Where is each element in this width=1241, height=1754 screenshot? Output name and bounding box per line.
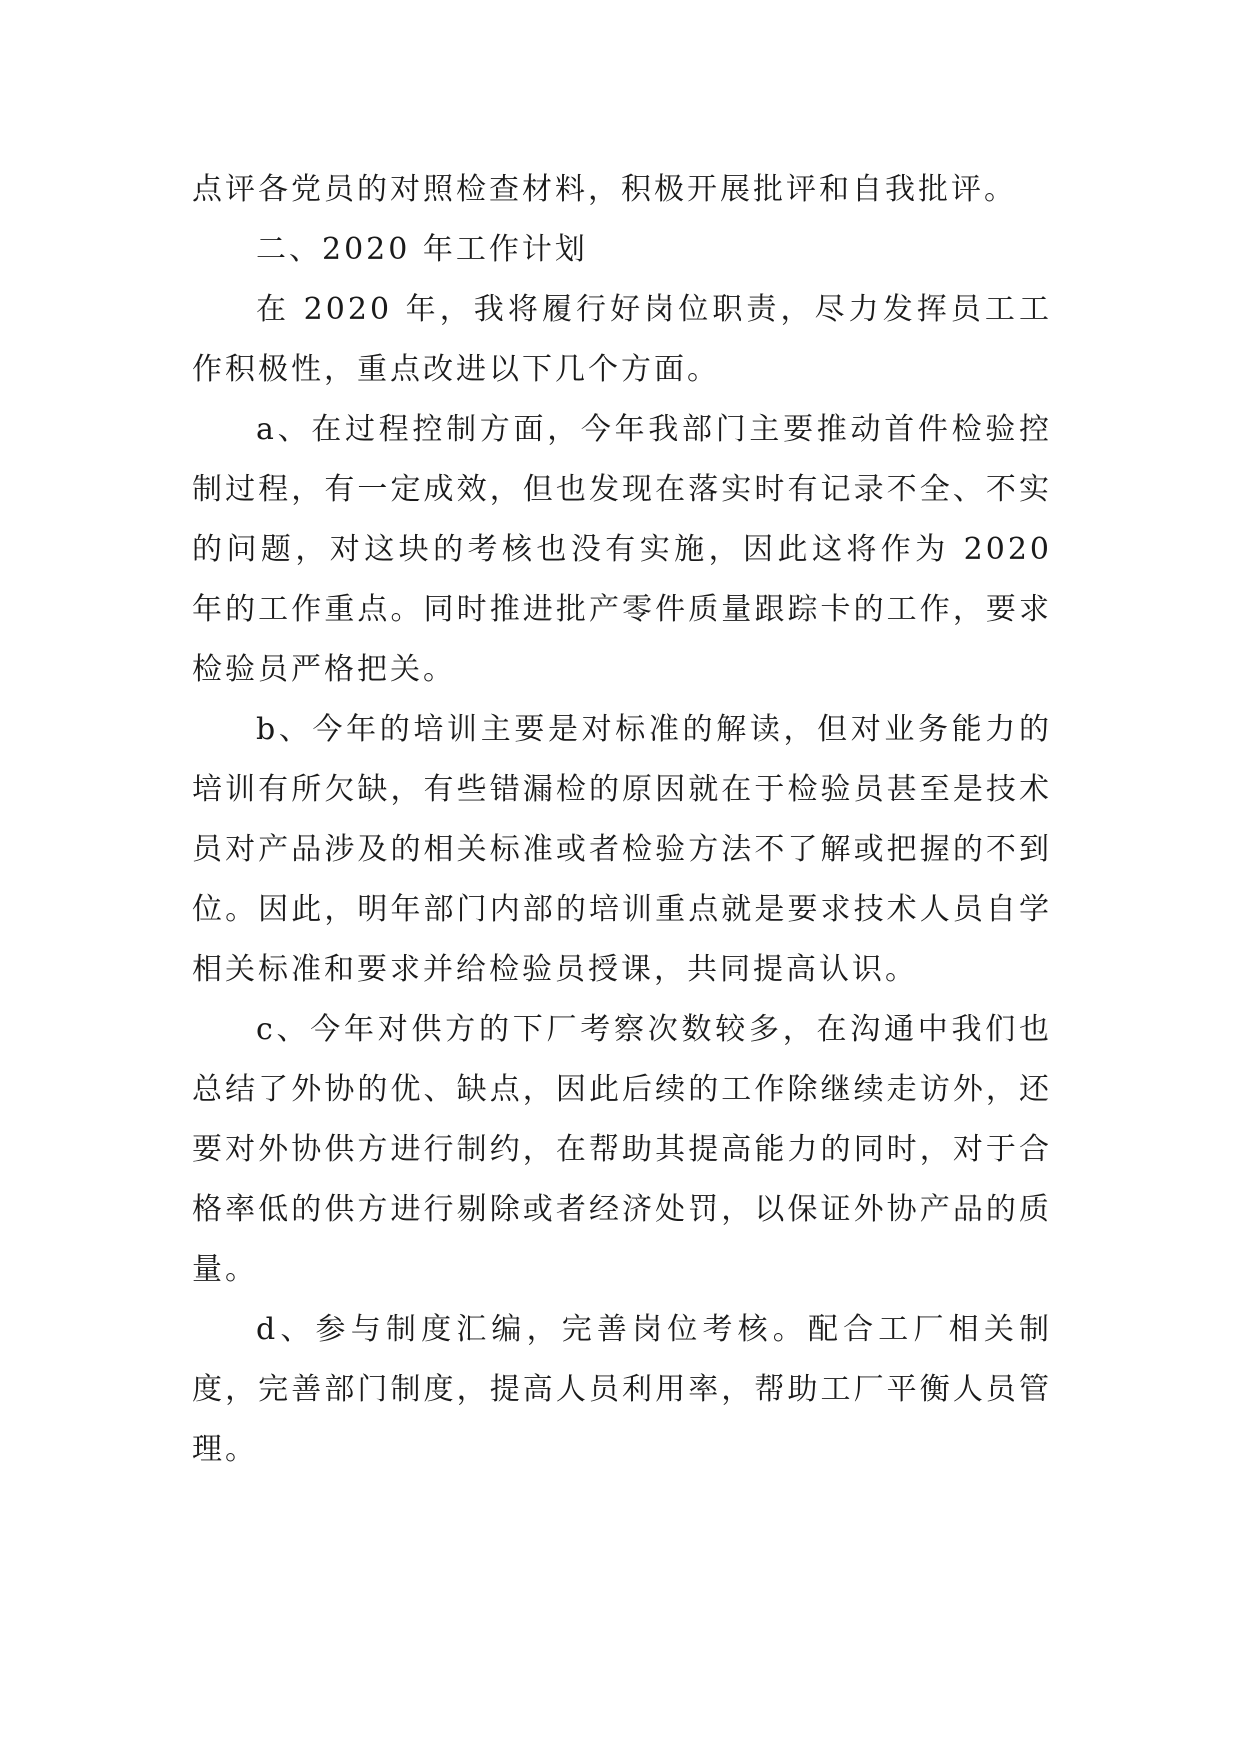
paragraph-item-a: a、在过程控制方面，今年我部门主要推动首件检验控制过程，有一定成效，但也发现在落实时有记录不全、不实的问题，对这块的考核也没有实施，因此这将作为 2020 年的工作重点。同时推进批产零件质量跟踪卡的工作，要求检验员严格把关。	[192, 412, 1052, 687]
paragraph-item-c: c、今年对供方的下厂考察次数较多，在沟通中我们也总结了外协的优、缺点，因此后续的工作除继续走访外，还要对外协供方进行制约，在帮助其提高能力的同时，对于合格率低的供方进行剔除或者经济处罚，以保证外协产品的质量。	[192, 1012, 1052, 1287]
document-body	[192, 160, 1052, 1480]
paragraph-item-b: b、今年的培训主要是对标准的解读，但对业务能力的培训有所欠缺，有些错漏检的原因就在于检验员甚至是技术员对产品涉及的相关标准或者检验方法不了解或把握的不到位。因此，明年部门内部的培训重点就是要求技术人员自学相关标准和要求并给检验员授课，共同提高认识。	[192, 712, 1052, 987]
paragraph-item-d: d、参与制度汇编，完善岗位考核。配合工厂相关制度，完善部门制度，提高人员利用率，帮助工厂平衡人员管理。	[192, 1312, 1052, 1467]
paragraph-continuation: 点评各党员的对照检查材料，积极开展批评和自我批评。	[192, 172, 1017, 207]
section-heading-2020-plan: 二、2020 年工作计划	[256, 232, 588, 267]
paragraph-intro: 在 2020 年，我将履行好岗位职责，尽力发挥员工工作积极性，重点改进以下几个方面。	[192, 292, 1052, 387]
